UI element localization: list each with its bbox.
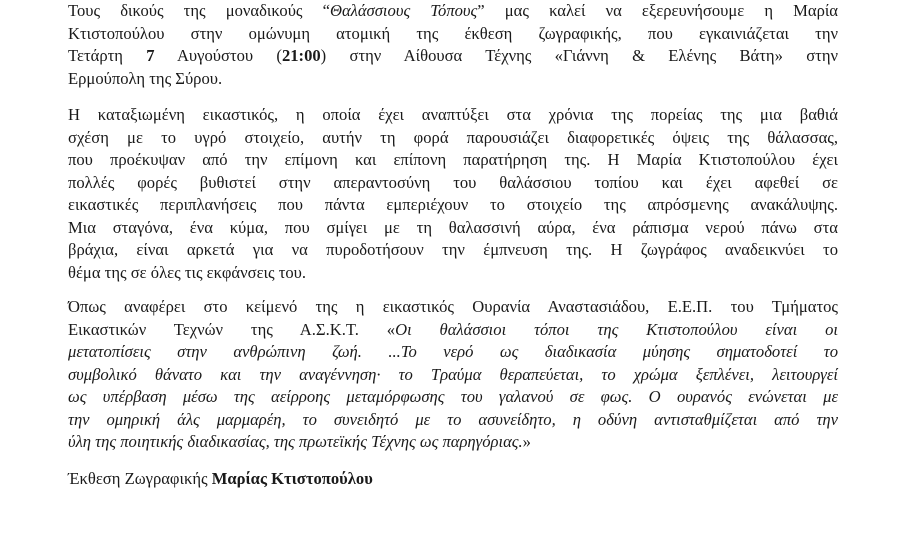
paragraph-intro [68,0,838,90]
opening-day: 7 [146,46,155,65]
text-line [68,386,838,409]
paragraph-quote [68,296,838,454]
text-line: σχέση με το υγρό στοιχείο, αυτήν τη φορά παρουσιάζει διαφορετικές όψεις της θάλασσας, [68,127,838,147]
text-run: ) στην Αίθουσα Τέχνης «Γιάννη & Ελένης Βάτη» στην [320,46,838,65]
text-line [68,431,838,454]
text-line: πολλές φορές βυθιστεί στην απεραντοσύνη του θαλάσσιου τοπίου και έχει αφεθεί σε [68,172,838,192]
text-line: Κτιστοπούλου στην ομώνυμη ατομική της έκθεση ζωγραφικής, που εγκαινιάζεται την [68,23,838,43]
exhibition-title: Θαλάσσιους Τόπους [329,1,478,20]
text-line: Μια σταγόνα, ένα κύμα, που σμίγει με τη θαλασσινή αύρα, ένα ράπισμα νερού πάνω στα [68,217,838,237]
text-line: θέμα της σε όλες τις εκφάνσεις του. [68,262,307,282]
text-line: βράχια, είναι αρκετά για να πυροδοτήσουν την έμπνευση της. Η ζωγράφος αναδεικνύει το [68,240,838,259]
text-line [68,409,838,432]
document-page [68,0,838,490]
opening-time: 21:00 [281,46,321,65]
text-line [68,45,838,68]
quote-text: Οι θαλάσσιοι τόποι της Κτιστοπούλου είναι οι [395,319,839,339]
quote-text: μετατοπίσεις στην ανθρώπινη ζωή. ...Το νερό ως διαδικασία μύησης σηματοδοτεί το [68,342,838,361]
quote-text: ύλη της ποιητικής διαδικασίας, της πρωτεϊκής Τέχνης ως παρηγόριας. [68,432,523,451]
text-line: που προέκυψαν από την επίμονη και επίπονη παρατήρηση της. Η Μαρία Κτιστοπούλου έχει [68,150,838,169]
text-line: Όπως αναφέρει στο κείμενό της η εικαστικός Ουρανία Αναστασιάδου, Ε.Ε.Π. του Τμήματος [68,297,838,316]
text-run: Εικαστικών Τεχνών της Α.Σ.Κ.Τ. « [68,319,396,339]
paragraph-artist [68,104,838,284]
quote-text: την ομηρική άλς μαρμαρέη, το συνειδητό με το ασυνείδητο, η οδύνη αντισταθμίζεται από την [68,409,838,429]
text-line [68,364,838,387]
text-run: Τους δικούς της μοναδικούς “ [68,1,330,20]
text-run: ” μας καλεί να εξερευνήσουμε η Μαρία [477,1,839,20]
text-line [68,319,838,342]
text-run: Έκθεση Ζωγραφικής [68,468,212,488]
text-line [68,341,838,364]
exhibition-heading [68,468,838,491]
closing-quote: » [522,432,531,451]
text-line [68,0,838,23]
text-run: Τετάρτη [68,46,147,65]
text-line: εικαστικές περιπλανήσεις που πάντα εμπεριέχουν το στοιχείο της απρόσμενης ανακάλυψης. [68,195,838,214]
text-line: Ερμούπολη της Σύρου. [68,68,223,88]
text-line: Η καταξιωμένη εικαστικός, η οποία έχει αναπτύξει στα χρόνια της πορείας της μια βαθιά [68,105,838,124]
text-run: Αυγούστου ( [154,46,282,65]
quote-text: συμβολικό θάνατο και την αναγέννηση· το Τραύμα θεραπεύεται, το χρώμα ξεπλένει, λειτουργεί [68,364,838,384]
quote-text: ως υπέρβαση μέσω της αείρροης μεταμόρφωσης του γαλανού σε φως. Ο ουρανός ενώνεται με [68,387,838,406]
artist-name: Μαρίας Κτιστοπούλου [211,468,373,488]
